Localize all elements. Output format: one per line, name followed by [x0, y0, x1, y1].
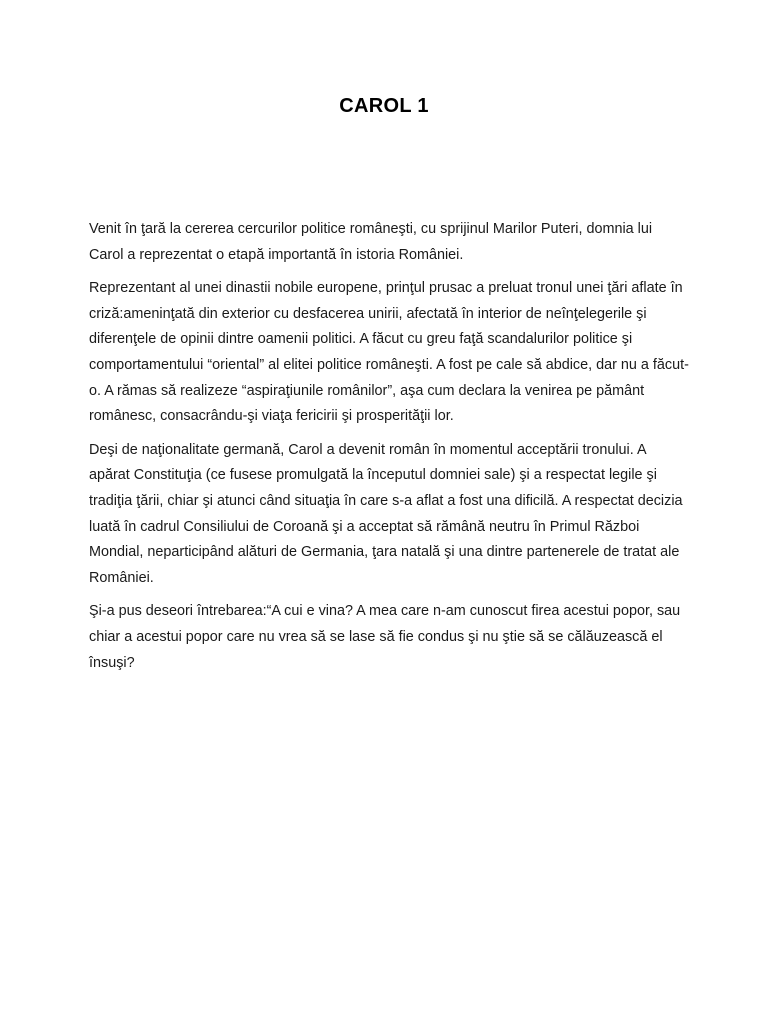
document-title: CAROL 1 [339, 95, 429, 117]
document-body [89, 217, 689, 684]
paragraph-3: Deşi de naţionalitate germană, Carol a devenit român în momentul acceptării tronului. A apărat Constituţia (ce fusese promulgată la începutul domniei sale) şi a respectat legile şi tradiţia ţării, chiar şi atunci când situaţia în care s-a aflat a fost una dificilă. A respectat decizia luată în cadrul Consiliului de Coroană şi a acceptat să rămână neutru în Primul Război Mondial, neparticipând alături de Germania, ţara natală şi una dintre partenerele de tratat ale României. [89, 441, 683, 586]
paragraph-4: Şi-a pus deseori întrebarea:“A cui e vina? A mea care n-am cunoscut firea acestui popor, sau chiar a acestui popor care nu vrea să se lase să fie condus şi nu ştie să se călăuzească el însuşi? [89, 603, 681, 671]
paragraph-1: Venit în ţară la cererea cercurilor politice româneşti, cu sprijinul Marilor Puteri, domnia lui Carol a reprezentat o etapă importantă în istoria României. [89, 221, 653, 263]
paragraph-2: Reprezentant al unei dinastii nobile europene, prinţul prusac a preluat tronul unei ţări aflate în criză:ameninţată din exterior cu desfacerea unirii, afectată în interior de neînţelegerile şi diferenţele de opinii dintre oamenii politici. A făcut cu greu faţă scandalurilor politice şi comportamentului “oriental” al elitei politice româneşti. A fost pe cale să abdice, dar nu a făcut-o. A rămas să realizeze “aspiraţiunile românilor”, aşa cum declara la venirea pe pământ românesc, consacrându-şi viaţa fericirii şi prosperităţii lor. [89, 280, 689, 425]
